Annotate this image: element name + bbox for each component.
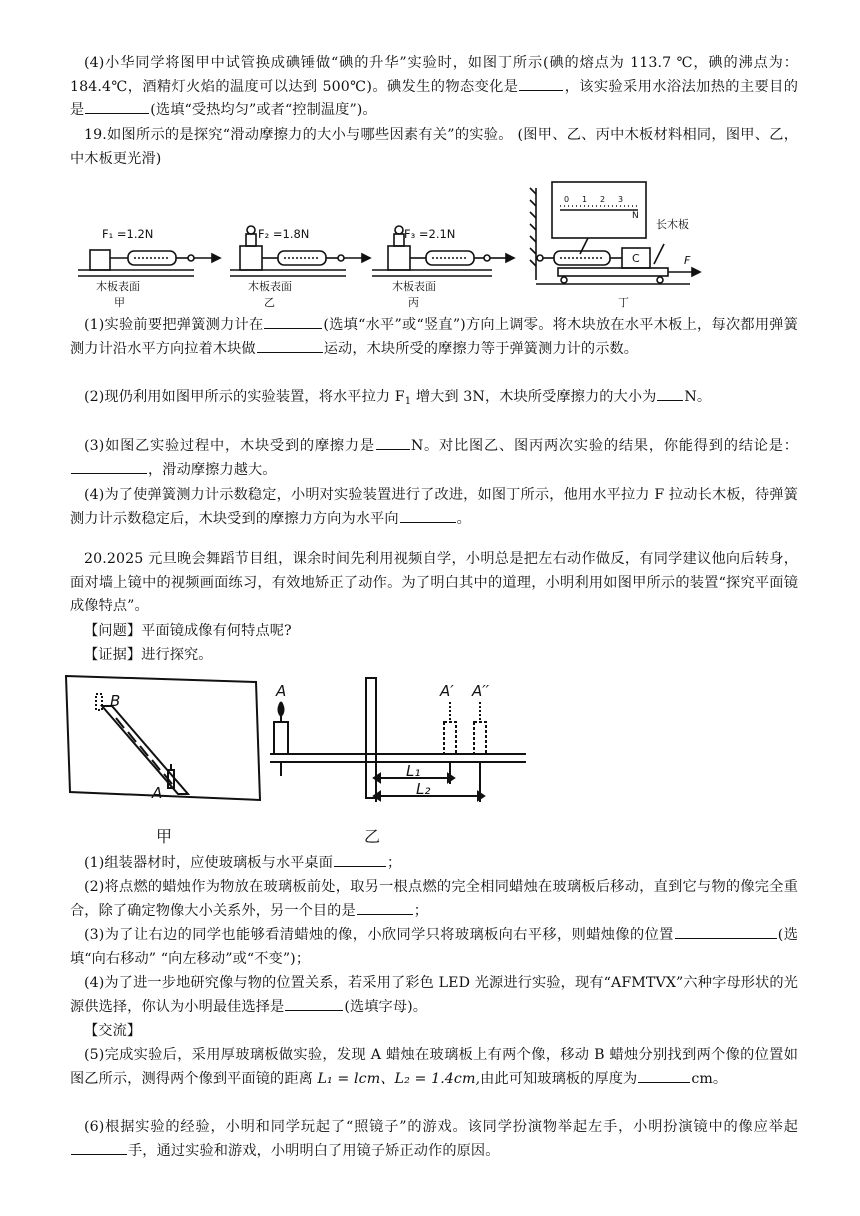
q20-sub6: (6)根据实验的经验，小明和同学玩起了“照镜子”的游戏。该同学扮演物举起左手，小明扮演镜中的像应举起手，通过实验和游戏，小明明白了用镜子矫正动作的原因。 [70,1116,798,1163]
label-surface-jia: 木板表面 [96,280,140,293]
answer-blank-image-move[interactable] [675,924,777,939]
label-block-c: C [632,252,640,265]
q20-exchange: 【交流】 [84,1023,142,1039]
q20-stem: 20.2025 元旦晚会舞蹈节目组，课余时间先利用视频自学，小明总是把左右动作做反，有同学建议他向后转身，面对墙上镜中的视频画面练习，有效地矫正了动作。为了明白其中的道理，小明利用如图甲所示的装置“探究平面镜成像特点”。 [70,551,798,614]
label-l2: L₂ [416,780,431,798]
setup-ding [530,182,700,284]
label-candle-a-jia: A [152,784,163,802]
answer-blank-sublimation[interactable] [519,76,563,91]
label-image-a2: A′′ [472,682,490,700]
q19-sub2: (2)现仍利用如图甲所示的实验装置，将水平拉力 $F_1$ 增大到 3N，木块所受摩擦力的大小为 N。 [70,386,798,414]
answer-blank-purpose[interactable] [85,99,149,114]
label-f2: F₂ =1.8N [258,227,310,241]
q20-evidence: 【证据】进行探究。 [84,647,213,663]
label-long-board: 长木板 [656,218,689,231]
answer-blank-conclusion[interactable] [71,459,147,474]
answer-blank-friction-yi[interactable] [376,435,410,450]
label-yi: 乙 [264,296,275,309]
q18-part4: (4)小华同学将图甲中试管换成碘锤做“碘的升华”实验时，如图丁所示(碘的熔点为 113.7 ℃，碘的沸点为：184.4℃，酒精灯火焰的温度可以达到 500℃)。碘发生的物态变化是 ，该实验采用水浴法加热的主要目的是 (选填“受热均匀”或者“控制温度”)。 [70,55,799,118]
friction-experiment-figure [70,174,710,310]
scale-num-1: 1 [582,195,588,204]
scale-num-0: 0 [564,195,570,204]
answer-blank-hand[interactable] [71,1140,127,1155]
answer-blank-direction[interactable] [400,508,456,523]
answer-blank-zeroing[interactable] [264,314,322,329]
answer-blank-purpose-position[interactable] [357,900,413,915]
label-scale-n: N [632,211,639,221]
label-l1: L₁ [406,762,421,780]
q20-sub4: (4)为了进一步地研究像与物的位置关系，若采用了彩色 LED 光源进行实验，现有“AFMTVX”六种字母形状的光源供选择，你认为小明最佳选择是 (选填字母)。 [70,975,798,1015]
q19-sub3: (3)如图乙实验过程中，木块受到的摩擦力是 N。对比图乙、图丙两次实验的结果，你能得到的结论是：，滑动摩擦力越大。 [70,435,798,482]
plane-mirror-figure [60,672,530,848]
answer-blank-thickness[interactable] [638,1068,690,1083]
label-bing: 丙 [408,296,419,309]
answer-blank-motion[interactable] [257,338,323,353]
label-f1: F₁ =1.2N [102,227,154,241]
q19-stem: 19.如图所示的是探究“滑动摩擦力的大小与哪些因素有关”的实验。 (图甲、乙、丙中木板材料相同，图甲、乙，中木板更光滑) [70,127,798,167]
q20-sub5: (5)完成实验后，采用厚玻璃板做实验，发现 A 蜡烛在玻璃板上有两个像，移动 B 蜡烛分别找到两个像的位置如图乙所示，测得两个像到平面镜的距离 L₁ = lcm、L₂ = 1.4cm,由此可知玻璃板的厚度为 cm。 [70,1047,798,1087]
q19-sub4: (4)为了使弹簧测力计示数稳定，小明对实验装置进行了改进，如图丁所示，他用水平拉力 F 拉动长木板，待弹簧测力计示数稳定后，木块受到的摩擦力方向为水平向 。 [70,487,798,527]
label-f3: F₃ =2.1N [404,227,456,241]
q20-sub3: (3)为了让右边的同学也能够看清蜡烛的像，小欣同学只将玻璃板向右平移，则蜡烛像的位置 (选填“向右移动” “向左移动”或“不变”)； [70,924,798,971]
label-jia: 甲 [114,296,125,309]
scale-num-3: 3 [618,195,624,204]
label-candle-b: B [110,692,121,710]
label-ding: 丁 [618,296,629,309]
label-mirror-jia: 甲 [156,827,173,846]
label-force-f: F [684,254,691,267]
label-surface-yi: 木板表面 [248,280,292,293]
q20-problem: 【问题】平面镜成像有何特点呢? [84,623,292,639]
q20-sub2: (2)将点燃的蜡烛作为物放在玻璃板前处，取另一根点燃的完全相同蜡烛在玻璃板后移动，直到它与物的像完全重合，除了确定物像大小关系外，另一个目的是 ； [70,879,798,919]
q19-sub1: (1)实验前要把弹簧测力计在 (选填“水平”或“竖直”)方向上调零。将木块放在水平木板上，每次都用弹簧测力计沿水平方向拉着木块做 运动，木块所受的摩擦力等于弹簧测力计的示数。 [70,314,798,361]
setup-jia [78,250,220,276]
setup-mirror-jia [66,676,260,800]
label-candle-a-yi: A [276,682,287,700]
answer-blank-friction-jia[interactable] [657,386,683,401]
scale-num-2: 2 [600,195,606,204]
label-surface-bing: 木板表面 [392,280,436,293]
answer-blank-letter[interactable] [285,996,343,1011]
label-mirror-yi: 乙 [364,827,381,846]
answer-blank-glass-angle[interactable] [334,852,386,867]
q20-sub1: (1)组装器材时，应使玻璃板与水平桌面 ； [70,852,798,876]
label-image-a1: A′ [440,682,454,700]
